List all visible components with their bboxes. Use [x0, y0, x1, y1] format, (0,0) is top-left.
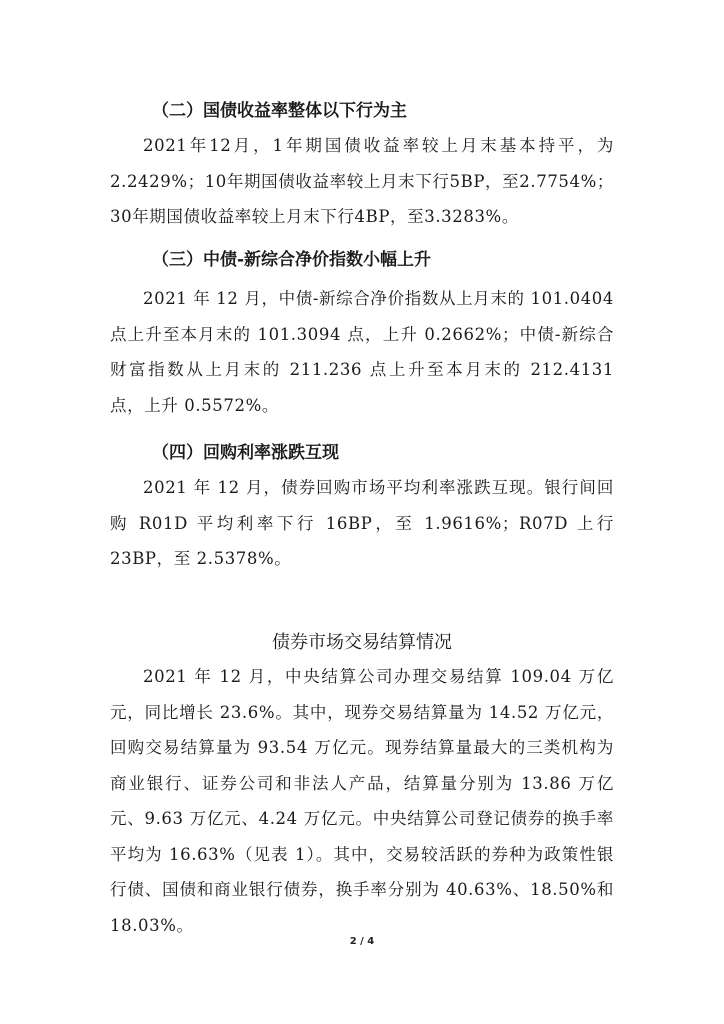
section-title-settlement: 债券市场交易结算情况 [272, 632, 452, 653]
page-number: 2 / 4 [349, 936, 375, 947]
paragraph-repo-rate: 2021 年 12 月，债券回购市场平均利率涨跌互现。银行间回购 R01D 平均利率下行 16BP，至 1.9616%；R07D 上行 23BP，至 2.5378%。 [110, 478, 614, 568]
paragraph-treasury-yield: 2021年12月，1年期国债收益率较上月末基本持平，为2.2429%；10年期国债收益率较上月末下行5BP，至2.7754%；30年期国债收益率较上月末下行4BP，至3.3283%。 [110, 136, 614, 226]
paragraph-settlement: 2021 年 12 月，中央结算公司办理交易结算 109.04 万亿元，同比增长 23.6%。其中，现券交易结算量为 14.52 万亿元，回购交易结算量为 93.54 万亿元。现券结算量最大的三类机构为商业银行、证券公司和非法人产品，结算量分别为 13.86 万亿元、9.63 万亿元、4.24 万亿元。中央结算公司登记债券的换手率平均为 16.63%（见表 1）。其中，交易较活跃的券种为政策性银行债、国债和商业银行债券，换手率分别为 40.63%、18.50%和 18.03%。 [110, 667, 614, 935]
heading-repo-rate: （四）回购利率涨跌互现 [152, 443, 339, 463]
heading-treasury-yield: （二）国债收益率整体以下行为主 [152, 101, 407, 121]
heading-bond-index: （三）中债-新综合净价指数小幅上升 [152, 250, 432, 270]
paragraph-bond-index: 2021 年 12 月，中债-新综合净价指数从上月末的 101.0404 点上升至本月末的 101.3094 点，上升 0.2662%；中债-新综合财富指数从上月末的 211.236 点上升至本月末的 212.4131 点，上升 0.5572%。 [110, 289, 614, 415]
